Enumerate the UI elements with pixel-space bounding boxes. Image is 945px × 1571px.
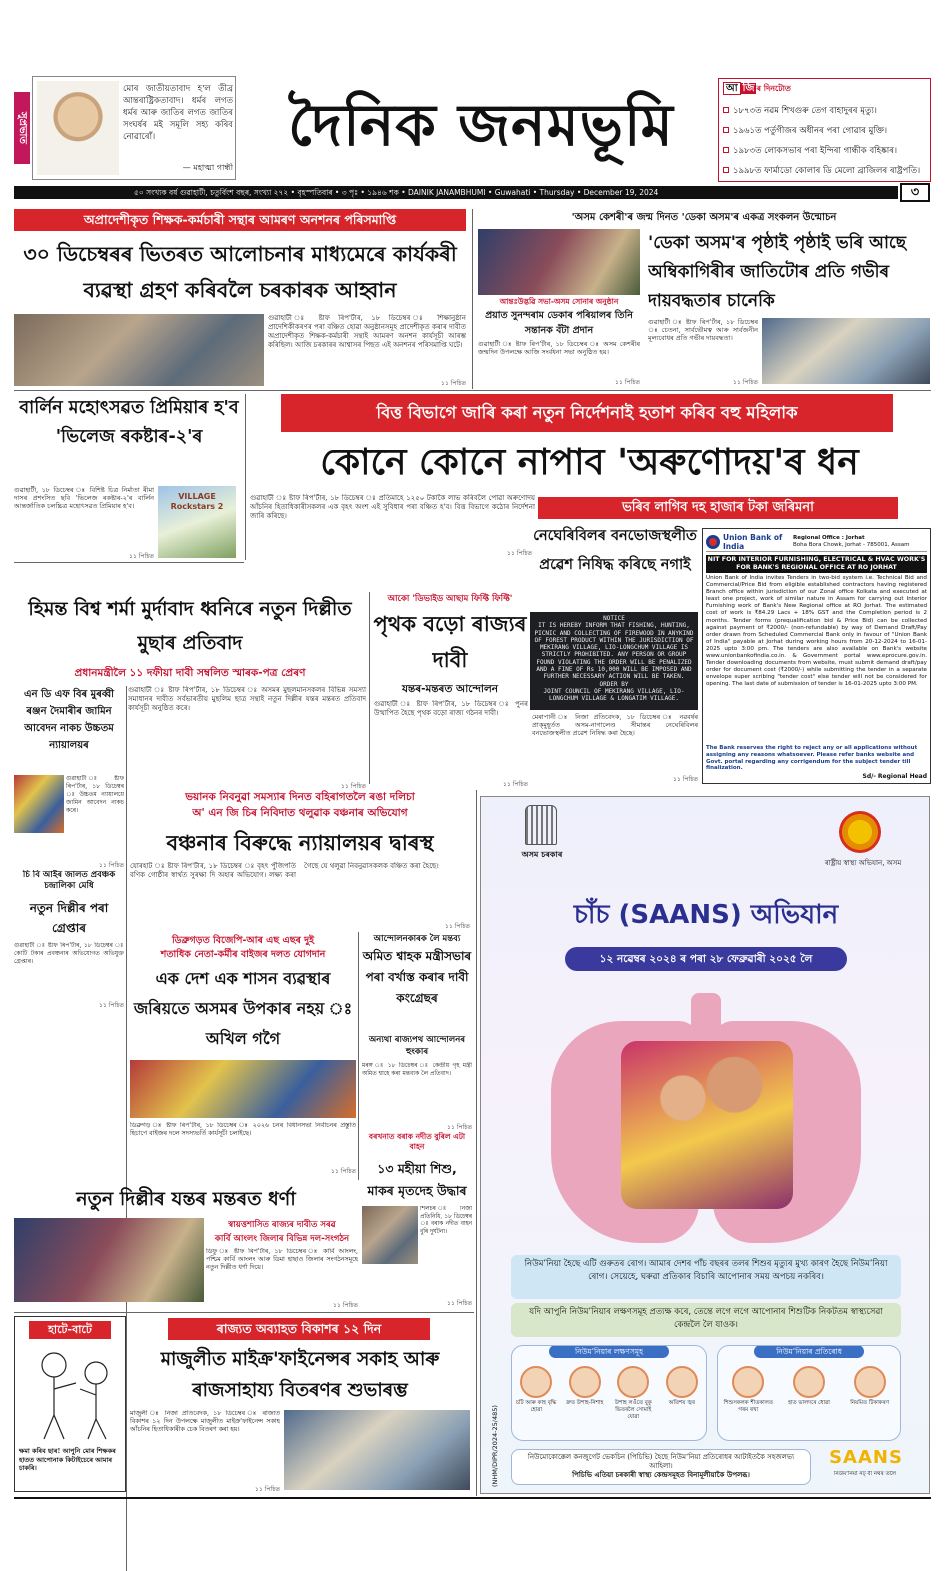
story4-kicker: বিত্ত বিভাগে জাৰি কৰা নতুন নিৰ্দেশনাই হতাশ কৰিব বহু মহিলাক <box>281 394 893 432</box>
vaccine-note: নিউমোকোক্কেল কনজুগেট ভেকচিন (পিচিভি) হৈছে নিউমʼনিয়া প্ৰতিৰোধৰ আটাইতকৈ সহজলভ্য আহিলা। <box>527 1453 795 1470</box>
story7-headline: পৃথক বড়ো ৰাজ্যৰ দাবী <box>373 612 527 672</box>
dipr-code: (NHM/DIPR/2024-25/485) <box>491 1405 499 1487</box>
bank-logo-row <box>706 532 927 552</box>
story9-body: গুৱাহাটী ঃ ষ্টাফ ৰিপ'ৰ্টাৰ, ১৮ ডিচেম্বৰ ঃ কোটি টকাৰ প্ৰবঞ্চনাৰ অভিযোগত অভিযুক্ত গ্ৰেপ্তাৰ। <box>14 942 124 965</box>
story6-subhead: প্ৰধানমন্ত্ৰীলৈ ১১ দফীয়া দাবী সম্বলিত স্মাৰক-পত্ৰ প্ৰেৰণ <box>74 667 306 679</box>
story8-headline: এন ডি এফ বিৰ মুৰব্বী ৰঞ্জন দৈমাৰীৰ জামিন আবেদন নাকচ উচ্চতম ন্যায়ালয়ৰ <box>23 689 115 751</box>
story5-continued: ১১ পিচিত <box>673 776 698 783</box>
story15-cheque-photo <box>284 1410 470 1490</box>
story2-headline: 'ডেকা অসম'ৰ পৃষ্ঠাই পৃষ্ঠাই ভৰি আছে অম্বিকাগিৰীৰ জাতিটোৰ প্ৰতি গভীৰ দায়বদ্ধতাৰ চানেকি <box>648 233 907 311</box>
quote-author: — মহাত্মা গান্ধী <box>182 163 233 172</box>
poster-title: VILLAGE Rockstars 2 <box>170 492 224 511</box>
prevention-item: শিশুসকলক শীতকালত গৰম ৰখা <box>721 1366 775 1414</box>
story8-body: গুৱাহাটী ঃ ষ্টাফ ৰিপ'ৰ্টাৰ, ১৮ ডিচেম্বৰ ঃ উচ্চতম ন্যায়ালয়ে জামিন আবেদন নাকচ কৰে। <box>66 775 124 814</box>
story6-continued: ১১ পিচিত <box>341 783 366 790</box>
cartoon-caption: ক্ষমা কৰিব ছাৰ! আপুনি মোৰ শিক্ষকৰ হাতত আপোনাক কিটাইচেৰে আমাৰ চাকৰি। <box>19 1447 116 1472</box>
story3-headline: বাৰ্লিন মহোৎসৱত প্ৰিমিয়াৰ হ'ব 'ভিলেজ ৰকষ্টাৰ-২'ৰ <box>19 398 239 447</box>
village-rockstars-poster <box>158 486 236 558</box>
prevention-title: নিউমʼনিয়াৰ প্ৰতিৰোধ <box>754 1345 864 1358</box>
page-number: ৩ <box>900 183 930 202</box>
assam-govt-emblem-icon <box>525 805 557 845</box>
cartoon-figure-head <box>42 1353 66 1377</box>
story7-continued: ১১ পিচিত <box>503 781 528 788</box>
story12-headline: অমিত শ্বাহক মন্ত্ৰীসভাৰ পৰা বৰ্খাস্ত কৰাৰ দাবী কংগ্ৰেছৰ <box>362 949 472 1005</box>
story11-rally-photo <box>130 1060 356 1118</box>
chest-icon <box>617 1366 649 1398</box>
story4-body: গুৱাহাটী ঃ ষ্টাফ ৰিপ'ৰ্টাৰ, ১৮ ডিচেম্বৰ ঃ প্ৰতিমাহে ১২৫০ টকাকৈ লাভ কৰিবলৈ পোৱা অৰুণোদয় আঁচনিৰ হিতাধিকাৰীসকলৰ এক বৃহৎ অংশ এই সুবিধাৰ পৰা বঞ্চিত হ'ব। বিত্ত বিভাগে কঠোৰ নিৰ্দেশনা জাৰি কৰিছে। <box>250 494 535 520</box>
hate-bate-cartoon <box>14 1316 126 1492</box>
prevention-panel <box>717 1345 901 1441</box>
story5-kicker: ভৰিব লাগিব দহ হাজাৰ টকা জৰিমনা <box>538 497 898 519</box>
story9-subhead: চি বি আইৰ জালত প্ৰবঞ্চক চন্দ্ৰালিকা মেধি <box>22 870 116 891</box>
today-item: ১৯৮৩ত লোকসভাৰ পৰা ইন্দিৰা গান্ধীক বহিষ্কাৰ। <box>723 141 929 161</box>
ranjan-daimary-photo <box>14 775 64 833</box>
story13-kicker: বৰখনাত বৰাক নদীত বুৰিল এটা বাহন <box>368 1132 466 1151</box>
story2-caption-body: গুৱাহাটী ঃ ষ্টাফ ৰিপ'ৰ্টাৰ, ১৮ ডিচেম্বৰ ঃ অসম কেশৰীৰ জন্মদিন উপলক্ষে আজি সংৰ্বধনা সভা অনুষ্ঠিত হয়। <box>478 340 640 356</box>
story12-continued: ১১ পিচিত <box>447 1124 472 1131</box>
story12-body: মৰঙ্গ ঃ ১৮ ডিচেম্বৰ ঃ কেন্দ্ৰীয় গৃহ মন্ত্ৰী অমিত শ্বাহে কৰা মন্তব্যক লৈ প্ৰতিবাদ। <box>362 1062 472 1077</box>
today-label-a: আ <box>723 82 741 95</box>
tender-title: NIT FOR INTERIOR FURNISHING, ELECTRICAL & HVAC WORK'S FOR BANK'S REGIONAL OFFICE AT RO JORHAT <box>707 556 926 571</box>
bank-name: Union Bank of India <box>723 532 783 551</box>
union-bank-tender <box>702 528 931 784</box>
story7-tag: আকো 'ডিভাইড আছাম ফিফ্টি ফিফ্টি' <box>387 594 513 604</box>
nhm-logo-icon <box>839 811 881 853</box>
story15-continued: ১১ পিচিত <box>255 1486 280 1493</box>
today-item: ১৮৭৩ত নৱম শিখগুৰু তেগ বাহাদুৰৰ মৃত্যু। <box>723 101 929 121</box>
today-list <box>723 101 929 181</box>
union-bank-logo-icon <box>706 535 720 549</box>
story2-release-photo <box>762 318 930 384</box>
story3-body: গুৱাহাটী, ১৮ ডিচেম্বৰ ঃ বিশিষ্ট চিত্ৰ নিৰ্মাতা ৰীমা দাসৰ প্ৰশংসিত ছবি 'ভিলেজ ৰকষ্টাৰ-২'ৰ বাৰ্লিন আন্তৰ্জাতিক চলচ্চিত্ৰ মহোৎসৱত প্ৰিমিয়াৰ হ'ব। <box>14 486 154 510</box>
handwash-icon <box>793 1366 825 1398</box>
symptom-item: দ্ৰুত উশাহ-নিশাহ <box>562 1366 608 1421</box>
story3-continued: ১১ পিচিত <box>129 553 154 560</box>
story15-kicker: ৰাজ্যত অব্যাহত বিকাশৰ ১২ দিন <box>168 1318 430 1340</box>
bank-address: Boha Bora Chowk, Jorhat - 785001, Assam <box>793 541 910 548</box>
today-item: ১৯৬১ত পৰ্তুগীজৰ অধীনৰ পৰা গোৱাৰ মুক্তি। <box>723 121 929 141</box>
today-label-c: ৰ দিনটোত <box>756 84 791 93</box>
story13-body: শিলচৰ ঃ নিজা প্ৰতিনিধি, ১৮ ডিচেম্বৰ ঃ বৰাক নদীত বাহন বুৰি দুৰ্ঘটনা। <box>420 1206 472 1235</box>
story10-kicker2: অ' এন জি চিৰ নিবিদাত থলুৱাক বঞ্চনাৰ অভিযোগ <box>192 807 408 819</box>
today-header <box>723 81 791 97</box>
cartoon-figure2-head <box>85 1362 107 1384</box>
symptom-item: অতিশয় জ্বৰ <box>659 1366 705 1421</box>
saans-dates: ১২ নৱেম্বৰ ২০২৪ ৰ পৰা ২৮ ফেব্ৰুৱাৰী ২০২৫ লৈ <box>565 947 847 971</box>
breathing-icon <box>569 1366 601 1398</box>
story1-continued: ১১ পিচিত <box>441 380 466 387</box>
story14-continued: ১১ পিচিত <box>333 1302 358 1309</box>
story11-kicker1: ডিব্ৰুগড়ত বিজেপি-আৰ এছ এছৰ দুই <box>171 935 315 946</box>
story2-caption-headline: প্ৰয়াত সুনন্দৰাম ডেকাৰ পৰিয়ালৰ তিনি সন্তানক বঁটা প্ৰদান <box>485 310 633 336</box>
info-box-1: নিউমʼনিয়া হৈছে এটি গুৰুতৰ ৰোগ। আমাৰ দেশৰ পাঁচ বছৰৰ তলৰ শিশুৰ মৃত্যুৰ মুখ্য কাৰণ হৈছে নিউমʼনিয়া ৰোগ। সেয়েহে, ঘৰুৱা প্ৰতিকাৰ বিচাৰি আপোনাৰ সময় অপচয় নকৰিব। <box>511 1255 901 1299</box>
suprabhat-label: সুপ্ৰভাত <box>14 92 30 164</box>
story13-continued: ১১ পিচিত <box>447 1300 472 1307</box>
cartoon-title: হাটে-বাটে <box>29 1321 111 1339</box>
story10-headline: বঞ্চনাৰ বিৰুদ্ধে ন্যায়ালয়ৰ দ্বাৰস্থ <box>166 831 434 855</box>
forest-notice-image: NOTICE IT IS HEREBY INFORM THAT FISHING, HUNTING, PICNIC AND COLLECTING OF FIREWOOD IN ANYKIND OF FOREST PRODUCT WITHIN THE JURISDICTION OF MEKIRANG VILLAGE, LIO-LONGCHUM VILLAGE IS STRICTLY PROHIBITED. ANY PERSON OR GROUP FOUND VIOLATING THE ORDER WILL BE PENALIZED AND A FINE OF Rs 10,000 WILL BE IMPOSED AND FURTHER NECESSARY ACTION WILL BE TAKEN. ORDER BY JOINT COUNCIL OF MEKIRANG VILLAGE, LIO-LONGCHUM VILLAGE & LONGATIM VILLAGE. <box>530 612 698 710</box>
story1-protest-photo <box>14 314 264 386</box>
today-box <box>718 78 931 182</box>
story11-body: ডিব্ৰুগড় ঃ ষ্টাফ ৰিপ'ৰ্টাৰ, ১৮ ডিচেম্বৰ ঃ ২০২৬ চনৰ বিধানসভা নিৰ্বাচনৰ প্ৰস্তুতি হিচাপে বাইজৰ দলে সদস্যভৰ্তি কাৰ্যসূচী চলাইছে। <box>130 1122 356 1137</box>
story7-subhead: যন্তৰ-মন্তৰত আন্দোলন <box>401 683 499 695</box>
story15-headline: মাজুলীত মাইক্ৰ'ফাইনেন্সৰ সকাহ আৰু ৰাজসাহায্য বিতৰণৰ শুভাৰম্ভ <box>160 1349 440 1401</box>
story14-body: ডিফু ঃ ষ্টাফ ৰিপ'ৰ্টাৰ, ১৮ ডিচেম্বৰ ঃ কাৰ্বি আংলং, পশ্চিম কাৰ্বি আংলং আৰু ডিমা হাছাও জিলাৰ সংগঠনসমূহে নতুন দিল্লীত ধৰ্ণা দিয়ে। <box>206 1248 358 1271</box>
story2-kicker: 'অসম কেশৰী'ৰ জন্ম দিনত 'ডেকা অসম'ৰ একত্ৰ সংকলন উন্মোচন <box>571 212 837 223</box>
info-box-2: যদি আপুনি নিউমʼনিয়াৰ লক্ষণসমূহ প্ৰত্যক্ষ কৰে, তেন্তে লগে লগে আপোনাৰ শিশুটিক নিকটতম স্বাস্থ্যসেৱা কেন্দ্ৰলৈ লৈ যাওক। <box>511 1303 901 1337</box>
dateline-strip: ৫০ সংখ্যক বৰ্ষ গুৱাহাটী, চতুৰ্বিংশ বছৰ, সংখ্যা ২৭২ • বৃহস্পতিবাৰ • ৩ পৃঃ • ১৯৪৬ শক • DAINIK JANAMBHUMI • Guwahati • Thursday • December 19, 2024 <box>14 186 898 199</box>
story10-body: যোৰহাট ঃ ষ্টাফ ৰিপ'ৰ্টাৰ, ১৮ ডিচেম্বৰ ঃ বৃহৎ পুঁজিপতি বণিক গোষ্ঠীৰ স্বাৰ্থত সুৰক্ষা দি অহাৰ অভিযোগ। লক্ষ্য কৰা গৈছে যে থলুৱা নিবনুৱাসকলক বঞ্চিত কৰা হৈছে। <box>130 862 439 879</box>
tender-footer: The Bank reserves the right to reject any or all applications without assigning any reasons whatsoever. Please refer banks website and Govt. portal regarding any corrigendum for the subject tender till finalization. <box>706 745 918 772</box>
gandhi-portrait <box>37 81 119 175</box>
story1-kicker: অপ্ৰাদেশীকৃত শিক্ষক-কৰ্মচাৰী সন্থাৰ আমৰণ অনশনৰ পৰিসমাপ্তি <box>14 209 466 231</box>
story14-protest-photo <box>14 1218 204 1302</box>
story6-headline: হিমন্ত বিশ্ব শৰ্মা মুৰ্দাবাদ ধ্বনিৰে নতুন দিল্লীত মুছাৰ প্ৰতিবাদ <box>28 598 352 654</box>
lungs-illustration <box>551 993 861 1243</box>
story1-body: গুৱাহাটী ঃ ষ্টাফ ৰিপ'ৰ্টাৰ, ১৮ ডিচেম্বৰ ঃ শিক্ষানুষ্ঠান প্ৰাদেশিকীকৰণৰ পৰা বঞ্চিত হোৱা অনুষ্ঠানসমূহ প্ৰাদেশীকৃত কৰাৰ দাবীত অপ্ৰাদেশীকৃত শিক্ষক-কৰ্মচাৰী সন্থাই আমৰণ অনশন কাৰ্যসূচী আৰম্ভ কৰিছিল। আজি চৰকাৰৰ আশ্বাসৰ পিছত এই অনশনৰ পৰিসমাপ্তি ঘটে। <box>268 314 466 349</box>
symptom-item: চটি আৰু কাহ বৃদ্ধি হোৱা <box>513 1366 559 1421</box>
tender-signature: Sd/- Regional Head <box>862 773 927 781</box>
story10-kicker1: ভয়ানক নিবনুৱা সমস্যাৰ দিনত বহিৰাগতলৈ ৰঙা দলিচা <box>185 791 415 803</box>
symptom-item: উশাহ লওঁতে বুকু ভিতৰলৈ সোমাই যোৱা <box>610 1366 656 1421</box>
gandhi-quote: মোৰ জাতীয়তাবাদ হ'ল তীব্ৰ আন্তৰাষ্ট্ৰিকতাবাদ। ধৰ্মৰ লগত ধৰ্মৰ আৰু জাতিৰ লগত জাতিৰ সংঘৰ্ষৰ মই সমূলি সহ্য কৰিব নোৱাৰোঁ। <box>123 84 233 142</box>
story1-headline: ৩০ ডিচেম্বৰৰ ভিতৰত আলোচনাৰ মাধ্যমেৰে কাৰ্যকৰী ব্যৱস্থা গ্ৰহণ কৰিবলৈ চৰকাৰক আহ্বান <box>23 242 457 302</box>
tender-body: Union Bank of India invites Tenders in two-bid system i.e. Technical Bid and Commercial/Price Bid from eligible established contractors having registered Branch office within jurisdiction of our Zonal office Kolkata and executed at least one project, work of similar nature in Assam for carrying out Interior Furnishing work of Bank's New Regional office at RO Jorhat. The estimated cost of work is ₹84.29 Lacs + 18% GST and the Completion period is 2 months. Tender forms (prequalification bid & Price Bid) can be collected against payment of ₹2000/- (non-refundable) by way of Demand Draft/Pay order drawn from Scheduled Commercial Bank only in favour of "Union Bank of India" payable at Jorhat during working hours from 20-12-2024 to 16-01-2025 upto 3:00 pm. The tenders are also available on Bank's website www.unionbankofindia.co.in. & Government portal www.eprocure.gov.in. Tender downloading documents from website, must submit demand draft/pay order for document cost (₹2000/-) while submitting the tender in a separate envelope super scribing "tender cost" else tender will not be considered for opening. The last date of submission of tender is 16-01-2025 upto 3:00 PM. <box>706 575 927 688</box>
today-item: ১৯৯৮ত ফাৰ্মাডো কোলাৰ ডি মেলো ব্ৰাজিলৰ ৰাষ্ট্ৰপতি। <box>723 161 929 181</box>
story7-body: গুৱাহাটী ঃ ষ্টাফ ৰিপ'ৰ্টাৰ, ১৮ ডিচেম্বৰ ঃ পুনৰ উত্থাপিত হৈছে পৃথক বড়ো ৰাজ্য গঠনৰ দাবী। <box>374 700 528 717</box>
story12-subhead: অন্যথা ৰাজ্যপথ আন্দোলনৰ হুংকাৰ <box>368 1035 466 1057</box>
bank-office: Regional Office : Jorhat <box>793 535 865 541</box>
quote-box <box>32 76 236 180</box>
story13-headline: ১৩ মহীয়া শিশু, মাকৰ মৃতদেহ উদ্ধাৰ <box>367 1161 467 1198</box>
story5-headline: নেঘেৰিবিলৰ বনভোজস্থলীত প্ৰৱেশ নিষিদ্ধ কৰিছে নগাই <box>533 528 697 573</box>
story14-kicker: স্বায়ত্তশাসিত ৰাজ্যৰ দাবীত সৰৱ <box>228 1220 336 1230</box>
prevention-item: নিয়মিত টিকাকৰণ <box>843 1366 897 1414</box>
story6-body: গুৱাহাটী ঃ ষ্টাফ ৰিপ'ৰ্টাৰ, ১৮ ডিচেম্বৰ ঃ অসমৰ মুছলমানসকলৰ বিভিন্ন সমস্যা সমাধানৰ দাবীত সৰ্বভাৰতীয় মুছলিম ছাত্ৰ সন্থাই নতুন দিল্লীৰ যন্তৰ মন্তৰত প্ৰতিবাদ কাৰ্যসূচী অনুষ্ঠিত কৰে। <box>128 686 366 712</box>
story9-continued: ১১ পিচিত <box>99 1002 124 1009</box>
story9-headline: নতুন দিল্লীৰ পৰা গ্ৰেপ্তাৰ <box>29 901 109 935</box>
story2-caption-continued: ১১ পিচিত <box>615 379 640 386</box>
cough-icon <box>520 1366 552 1398</box>
cartoon-drawing <box>18 1343 122 1445</box>
story2-body: গুৱাহাটী ঃ ষ্টাফ ৰিপ'ৰ্টাৰ, ১৮ ডিচেম্বৰ ঃ চেতনা, সাৰ্বভৌমত্ব আৰু সাৰ্বজনীন মূল্যবোধৰ প্ৰতি গভীৰ দায়বদ্ধতা। <box>648 318 758 342</box>
saans-brand-logo: SAANS <box>829 1447 903 1468</box>
story2-caption-red: আন্তঃউদ্ভৱি সভা-অসম সোনাৰ অনুষ্ঠান <box>499 297 619 306</box>
story12-kicker: আন্দোলনকাৰক লৈ মন্তব্য <box>373 934 461 944</box>
story11-headline: এক দেশ এক শাসন ব্যৱস্থাৰ জৰিয়তে অসমৰ উপকাৰ নহয় ঃ অখিল গগৈ <box>133 969 353 1048</box>
story5-body: মেৰাপানী ঃ নিজা প্ৰতিবেদক, ১৮ ডিচেম্বৰ ঃ নৱবৰ্ষৰ প্ৰাক্‌মুহূৰ্তত অসম-নাগালেণ্ড সীমান্তৰ নেঘেৰিবিলৰ বনভোজস্থলীত প্ৰৱেশ নিষিদ্ধ কৰা হৈছে। <box>532 713 698 737</box>
story11-continued: ১১ পিচিত <box>331 1168 356 1175</box>
newspaper-title: দৈনিক জনমভূমি <box>288 91 674 159</box>
vaccine-note-2: পিচিভি এতিয়া চৰকাৰী স্বাস্থ্য কেন্দ্ৰসমূহত বিনামূলীয়াকৈ উপলব্ধ। <box>572 1471 750 1479</box>
vaccine-icon <box>854 1366 886 1398</box>
govt-label: অসম চৰকাৰ <box>521 850 563 859</box>
mother-child-photo <box>621 1041 793 1209</box>
saans-title: চাঁচ (SAANS) অভিযান <box>573 900 839 930</box>
symptoms-panel <box>511 1345 707 1441</box>
fever-icon <box>666 1366 698 1398</box>
today-label-b: জি <box>742 83 755 94</box>
story2-award-photo <box>478 229 640 295</box>
story15-body: মাজুলী ঃ নিজা প্ৰতিবেদক, ১৮ ডিচেম্বৰ ঃ ৰাজ্যত বিকাশৰ ১২ দিন উপলক্ষে মাজুলীত মাইক্ৰ'ফাইনেন্স সকাহ আঁচনিৰ হিতাধিকাৰীক চেক বিতৰণ কৰা হয়। <box>130 1410 280 1433</box>
story4-continued: ১১ পিচিত <box>507 550 532 557</box>
story4-headline: কোনে কোনে নাপাব 'অৰুণোদয়'ৰ ধন <box>320 442 859 483</box>
story13-child-photo <box>362 1206 418 1264</box>
vaccine-note-box <box>511 1449 811 1485</box>
warm-clothes-icon <box>732 1366 764 1398</box>
story11-kicker2: শতাধিক নেতা-কৰ্মীৰ বাইজৰ দলত যোগদান <box>160 949 326 960</box>
story14-subhead: কাৰ্বি আংলং জিলাৰ বিভিন্ন দল-সংগঠন <box>214 1234 350 1244</box>
nhm-label: ৰাষ্ট্ৰীয় স্বাস্থ্য অভিযান, অসম <box>824 859 902 867</box>
symptoms-title: নিউমʼনিয়াৰ লক্ষণসমূহ <box>549 1345 669 1358</box>
story2-continued: ১১ পিচিত <box>733 379 758 386</box>
saans-campaign-ad <box>480 796 930 1494</box>
saans-tagline: নিউমʼনিয়া নট্ বী নথৰ তলৈ <box>833 1471 897 1477</box>
story14-headline: নতুন দিল্লীৰ যন্তৰ মন্তৰত ধৰ্ণা <box>76 1188 296 1210</box>
masthead <box>14 70 931 182</box>
story8-continued: ১১ পিচিত <box>99 862 124 869</box>
story10-continued: ১১ পিচিত <box>445 923 470 930</box>
prevention-item: হাত ভালদৰে ধোৱা <box>782 1366 836 1414</box>
